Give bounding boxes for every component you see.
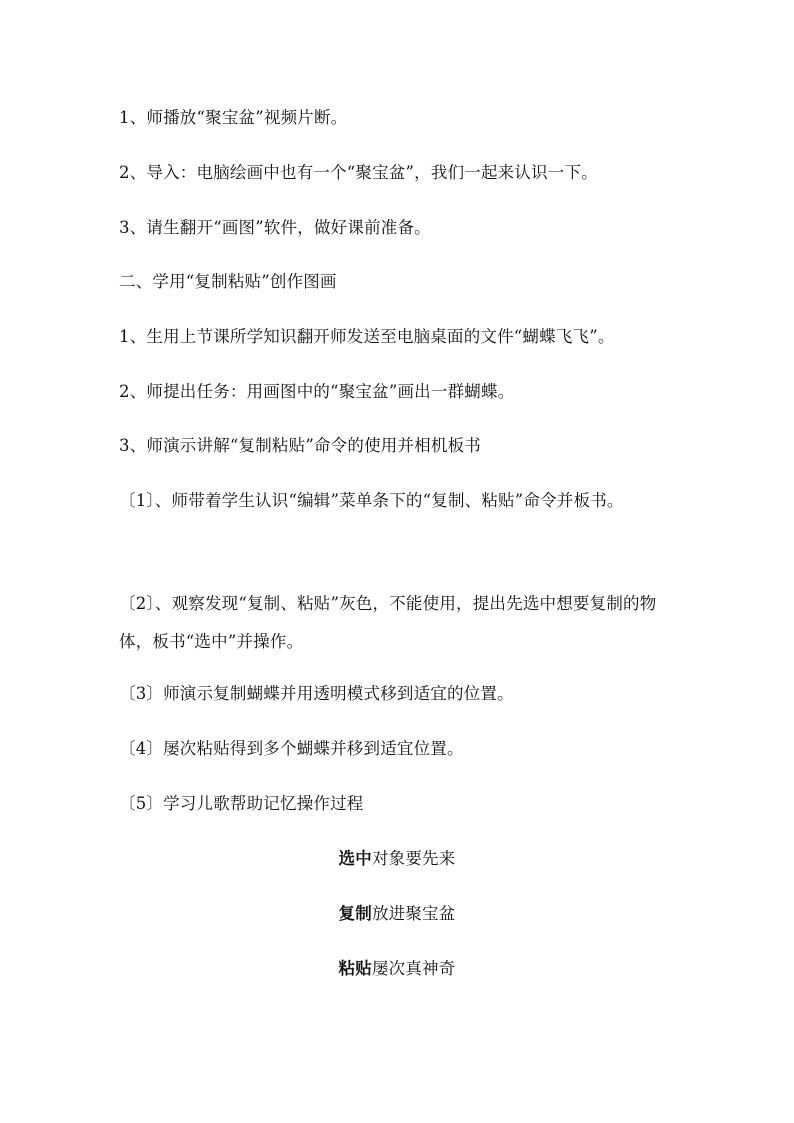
- paragraph-step-3: 3、请生翻开“画图”软件，做好课前准备。: [119, 218, 431, 237]
- paragraph-part2-step-3: 3、师演示讲解“复制粘贴”命令的使用并相机板书: [119, 436, 481, 455]
- section-heading-2: 二、学用“复制粘贴”创作图画: [119, 272, 337, 291]
- paragraph-part2-step-1: 1、生用上节课所学知识翻开师发送至电脑桌面的文件“蝴蝶飞飞”。: [119, 327, 615, 346]
- paragraph-substep-1: 〔1〕、师带着学生认识“编辑”菜单条下的“复制、粘贴”命令并板书。: [119, 491, 624, 510]
- paragraph-substep-5: 〔5〕学习儿歌帮助记忆操作过程: [119, 794, 364, 813]
- poem-keyword: 复制: [338, 904, 372, 923]
- poem-line-1: [0, 849, 794, 869]
- poem-text: 对象要先来: [371, 849, 456, 868]
- poem-keyword: 粘贴: [338, 959, 372, 978]
- paragraph-step-2: 2、导入：电脑绘画中也有一个“聚宝盆”，我们一起来认识一下。: [119, 163, 598, 182]
- poem-line-2: [0, 904, 794, 924]
- paragraph-part2-step-2: 2、师提出任务：用画图中的“聚宝盆”画出一群蝴蝶。: [119, 382, 515, 401]
- paragraph-step-1: 1、师播放“聚宝盆”视频片断。: [119, 108, 348, 127]
- poem-text: 放进聚宝盆: [371, 904, 456, 923]
- paragraph-substep-3: 〔3〕师演示复制蝴蝶并用透明模式移到适宜的位置。: [119, 684, 514, 703]
- paragraph-substep-4: 〔4〕屡次粘贴得到多个蝴蝶并移到适宜位置。: [119, 739, 464, 758]
- paragraph-substep-2: 〔2〕、观察发现“复制、粘贴”灰色，不能使用，提出先选中想要复制的物体，板书“选中”并操作。: [119, 594, 657, 651]
- poem-line-3: [0, 959, 794, 979]
- poem-keyword: 选中: [338, 849, 372, 868]
- poem-text: 屡次真神奇: [371, 959, 456, 978]
